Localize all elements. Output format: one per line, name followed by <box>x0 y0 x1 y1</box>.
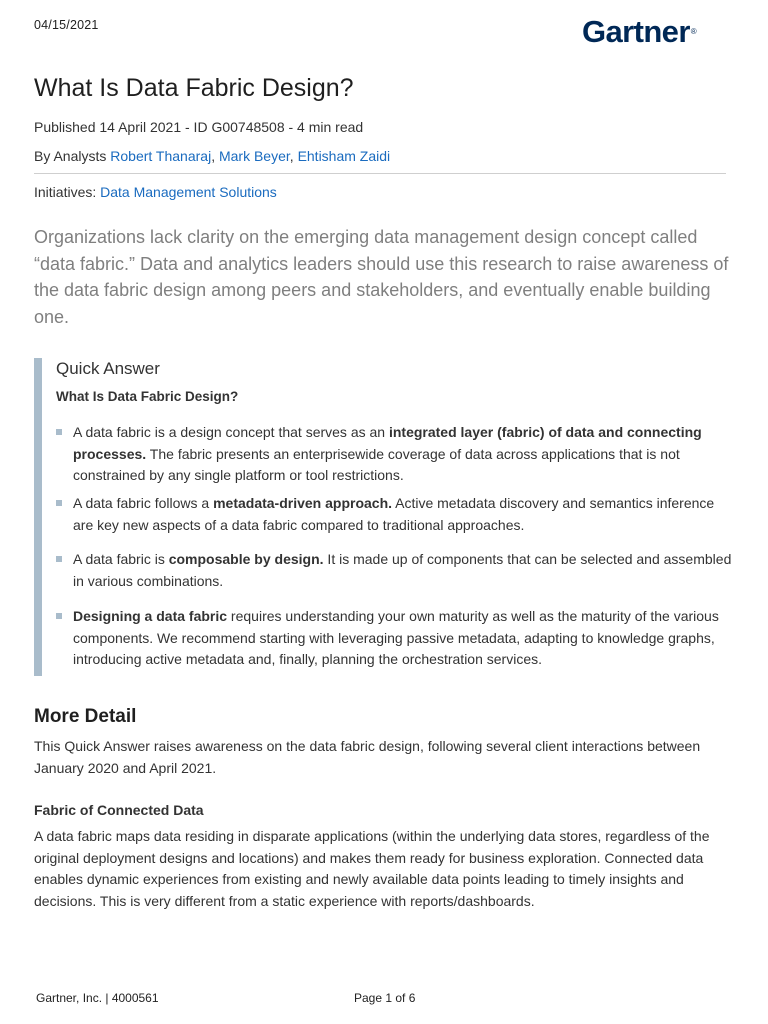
article-summary: Organizations lack clarity on the emerging data management design concept called “data fabric.” Data and analytics leaders should use this research to raise awareness of the data fabric design among peers and stakeholders, and eventually enable building one. <box>34 227 729 327</box>
publication-date: 04/15/2021 <box>34 18 99 32</box>
quick-answer-item <box>56 606 736 670</box>
quick-answer-item <box>56 549 736 589</box>
analysts-prefix: By Analysts <box>34 148 111 164</box>
more-detail-heading: More Detail <box>34 706 137 727</box>
initiatives-prefix: Initiatives: <box>34 184 101 200</box>
quick-answer-question: What Is Data Fabric Design? <box>56 389 239 404</box>
square-bullet-icon <box>56 613 62 619</box>
published-line: Published 14 April 2021 - ID G00748508 - 4 min read <box>34 119 364 135</box>
square-bullet-icon <box>56 556 62 562</box>
item-text: A data fabric is a design concept that serves as an <box>73 424 389 440</box>
quick-answer-box <box>34 358 734 676</box>
analysts-line <box>34 146 390 166</box>
item-text: Active metadata discovery and semantics inference are key new aspects of a data fabric compared to traditional approaches. <box>73 495 715 533</box>
initiatives-line <box>34 182 277 202</box>
gartner-logo[interactable] <box>582 12 696 52</box>
quick-answer-item <box>56 422 736 483</box>
analyst-link-mark-beyer[interactable]: Mark Beyer <box>218 148 290 164</box>
item-emphasis: integrated layer (fabric) of data and connecting processes. <box>73 424 702 462</box>
item-emphasis: composable by design. <box>168 551 324 567</box>
footer-company-id: Gartner, Inc. | 4000561 <box>36 991 159 1005</box>
fabric-subheading: Fabric of Connected Data <box>34 802 204 818</box>
page-title: What Is Data Fabric Design? <box>34 74 354 102</box>
item-text: A data fabric is <box>73 551 169 567</box>
quick-answer-heading: Quick Answer <box>56 359 160 378</box>
item-emphasis: metadata-driven approach. <box>213 495 393 511</box>
logo-text: Gartner <box>582 14 690 49</box>
registered-mark: ® <box>690 27 697 36</box>
item-text: The fabric presents an enterprisewide coverage of data across applications that is not constrained by any single platform or tool restrictions. <box>73 445 680 483</box>
quick-answer-accent-bar <box>34 358 42 676</box>
item-text: A data fabric follows a <box>73 495 214 511</box>
analyst-separator: , <box>211 148 219 164</box>
square-bullet-icon <box>56 500 62 506</box>
quick-answer-item <box>56 493 736 533</box>
item-text: It is made up of components that can be selected and assembled in various combinations. <box>73 551 732 589</box>
item-text: requires understanding your own maturity as well as the maturity of the various components. We recommend starting with leveraging passive metadata, adapting to knowledge graphs, introducing active metadata and, finally, planning the orchestration services. <box>73 608 719 667</box>
analyst-separator: , <box>289 148 298 164</box>
more-detail-text: This Quick Answer raises awareness on the data fabric design, following several client interactions between January 2020 and April 2021. <box>34 738 701 776</box>
item-emphasis: Designing a data fabric <box>73 608 228 624</box>
header-divider <box>34 173 726 174</box>
square-bullet-icon <box>56 429 62 435</box>
footer-page-number: Page 1 of 6 <box>354 991 416 1005</box>
analyst-link-robert-thanaraj[interactable]: Robert Thanaraj <box>110 148 212 164</box>
analyst-link-ehtisham-zaidi[interactable]: Ehtisham Zaidi <box>297 148 391 164</box>
initiative-link[interactable]: Data Management Solutions <box>100 184 277 200</box>
fabric-paragraph: A data fabric maps data residing in disparate applications (within the underlying data stores, regardless of the original deployment designs and locations) and makes them ready for business exploration. Connected data enables dynamic experiences from existing and newly available data points leading to timely insights and decisions. This is very different from a static experience with reports/dashboards. <box>34 828 710 909</box>
